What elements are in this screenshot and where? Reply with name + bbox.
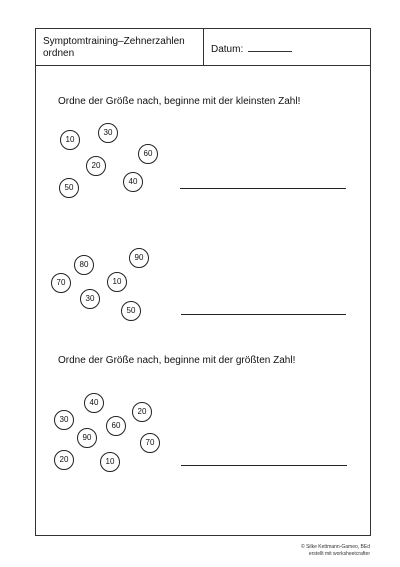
answer-line[interactable] [181,465,347,466]
worksheet-header [35,28,371,66]
credit-tool: erstellt mit worksheetcrafter [308,551,370,557]
date-blank-line[interactable] [248,42,292,52]
answer-line[interactable] [181,314,346,315]
answer-line[interactable] [180,188,346,189]
worksheet-title: Symptomtraining–Zehnerzahlen ordnen [36,29,204,65]
number-circle: 40 [123,172,143,192]
copyright-credit [301,544,370,558]
number-circle: 40 [84,393,104,413]
number-circle: 70 [140,433,160,453]
date-field [204,29,370,65]
number-circle: 30 [98,123,118,143]
number-circle: 20 [132,402,152,422]
number-circle: 60 [106,416,126,436]
number-circle: 50 [59,178,79,198]
number-circle: 20 [54,450,74,470]
number-circle: 10 [107,272,127,292]
number-circle: 90 [77,428,97,448]
instruction-descending: Ordne der Größe nach, beginne mit der größten Zahl! [58,355,296,366]
number-circle: 50 [121,301,141,321]
date-label: Datum: [211,44,244,55]
number-circle: 80 [74,255,94,275]
number-circle: 70 [51,273,71,293]
number-circle: 20 [86,156,106,176]
number-circle: 90 [129,248,149,268]
number-circle: 10 [60,130,80,150]
credit-author: © Silke Kettmann-Gameo, BEd [301,544,370,550]
number-circle: 30 [80,289,100,309]
number-circle: 60 [138,144,158,164]
number-circle: 10 [100,452,120,472]
instruction-ascending: Ordne der Größe nach, beginne mit der kleinsten Zahl! [58,96,301,107]
number-circle: 30 [54,410,74,430]
